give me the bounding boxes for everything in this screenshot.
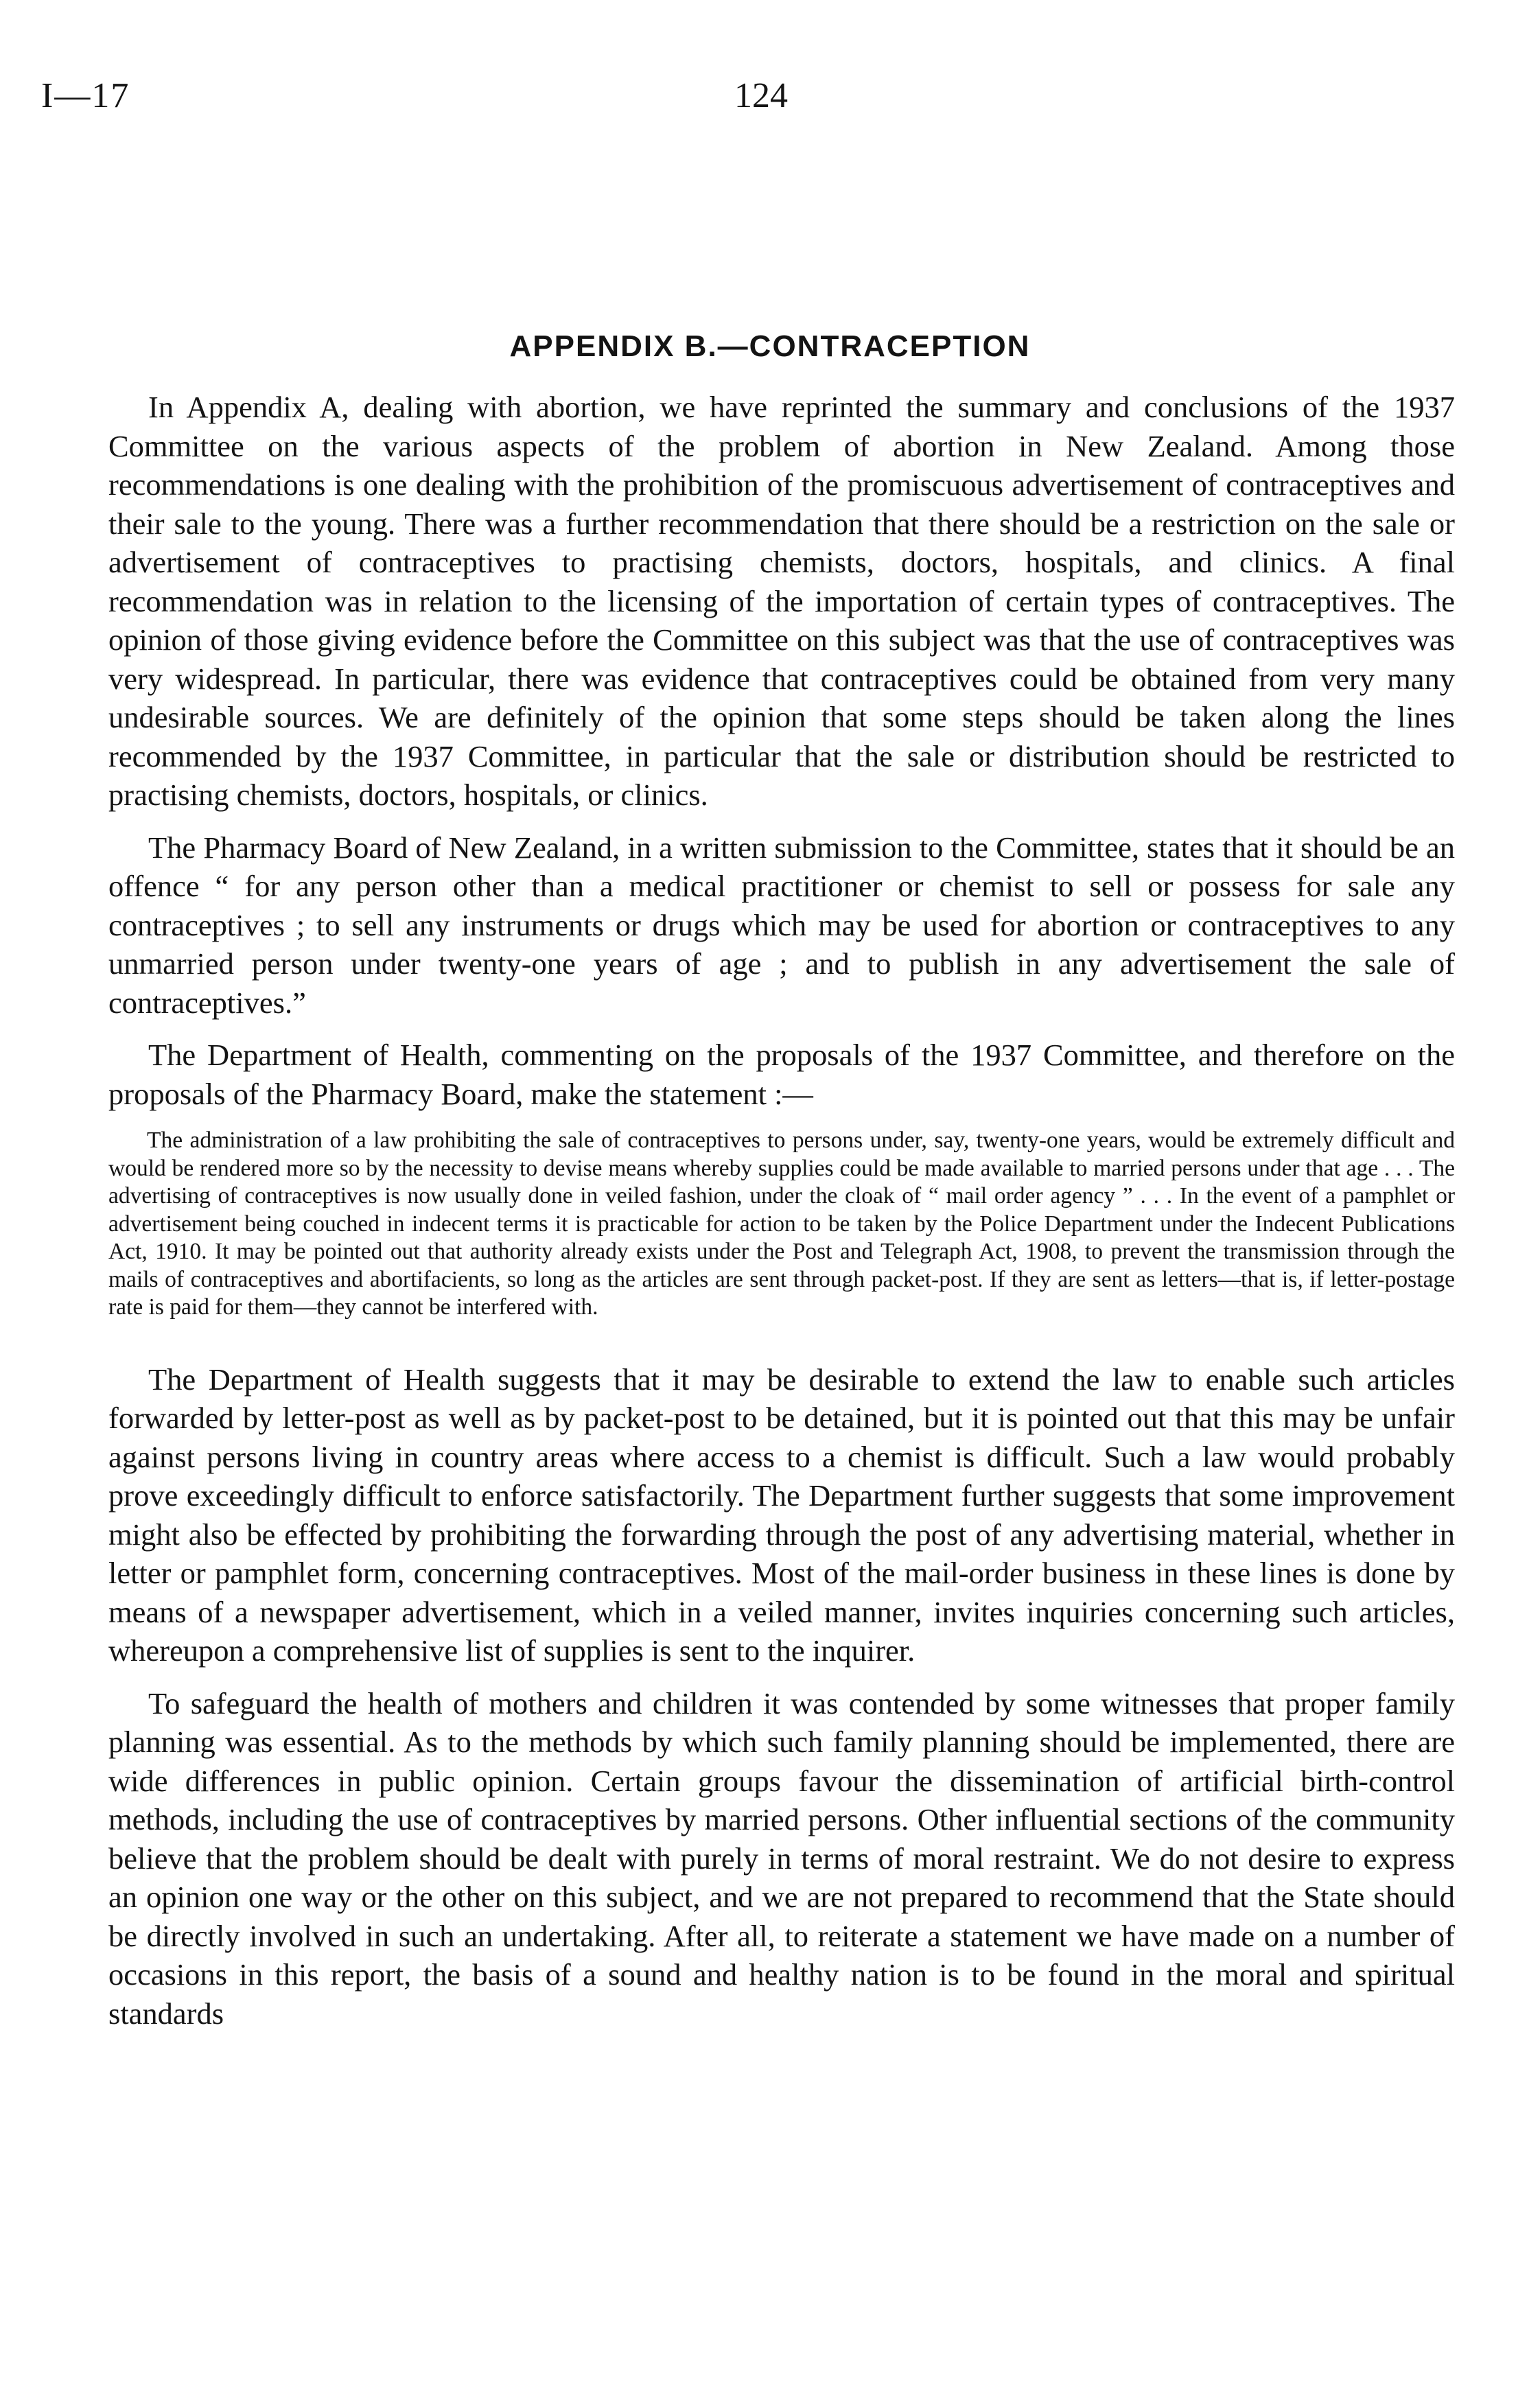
running-header [41,75,1496,130]
appendix-title: APPENDIX B.—CONTRACEPTION [509,329,1031,363]
paragraph-health-suggestions: The Department of Health suggests that it may be desirable to extend the law to enable such articles forwarded by letter-post as well as by packet-post to be detained, but it is pointed out that this may be unfair against persons living in country areas where access to a chemist is difficult. Such a law would probably prove exceedingly difficult to enforce satisfactorily. The Department further suggests that some improvement might also be effected by prohibiting the forwarding through the post of any advertising material, whether in letter or pamphlet form, concerning contraceptives. Most of the mail-order business in these lines is done by means of a newspaper advertisement, which in a veiled manner, invites inquiries concerning such articles, whereupon a comprehensive list of supplies is sent to the inquirer. [108,1362,1455,1668]
paragraph-appendix-a: In Appendix A, dealing with abortion, we have reprinted the summary and conclusions of the 1937 Committee on the various aspects of the problem of abortion in New Zealand. Among those recommendations is one dealing with the prohibition of the promiscuous advertisement of contraceptives and their sale to the young. There was a further recommendation that there should be a restriction on the sale or advertisement of contraceptives to practising chemists, doctors, hospitals, and clinics. A final recommendation was in relation to the licensing of the importation of certain types of contraceptives. The opinion of those giving evidence before the Committee on this subject was that the use of contraceptives was very widespread. In particular, there was evidence that contraceptives could be obtained from very many undesirable sources. We are definitely of the opinion that some steps should be taken along the lines recommended by the 1937 Committee, in particular that the sale or distribution should be restricted to practising chemists, doctors, hospitals, or clinics. [108,390,1455,812]
document-reference: I—17 [41,76,130,115]
paragraph-pharmacy-board: The Pharmacy Board of New Zealand, in a written submission to the Committee, states that it should be an offence “ for any person other than a medical practitioner or chemist to sell or possess for sale any contraceptives ; to sell any instruments or drugs which may be used for abortion or contraceptives to any unmarried person under twenty-one years of age ; and to publish in any advertisement the sale of contraceptives.” [108,830,1455,1020]
paragraph-department-of-health: The Department of Health, commenting on the proposals of the 1937 Committee, and therefore on the proposals of the Pharmacy Board, make the statement :— [108,1038,1455,1111]
block-quote-department-statement: The administration of a law prohibiting the sale of contraceptives to persons under, say, twenty-one years, would be extremely difficult and would be rendered more so by the necessity to devise means whereby supplies could be made available to married persons under that age . . . The advertising of contraceptives is now usually done in veiled fashion, under the cloak of “ mail order agency ” . . . In the event of a pamphlet or advertisement being couched in indecent terms it is practicable for action to be taken by the Police Department under the Indecent Publications Act, 1910. It may be pointed out that authority already exists under the Post and Telegraph Act, 1908, to prevent the transmission through the mails of contraceptives and abortifacients, so long as the articles are sent through packet-post. If they are sent as letters—that is, if letter-postage rate is paid for them—they cannot be interfered with. [108,1128,1455,1320]
paragraph-family-planning: To safeguard the health of mothers and children it was contended by some witnesses that proper family planning was essential. As to the methods by which such family planning should be implemented, there are wide differences in public opinion. Certain groups favour the dissemination of artificial birth-control methods, including the use of contraceptives by married persons. Other influential sections of the community believe that the problem should be dealt with purely in terms of moral restraint. We do not desire to express an opinion one way or the other on this subject, and we are not prepared to recommend that the State should be directly involved in such an undertaking. After all, to reiterate a statement we have made on a number of occasions in this report, the basis of a sound and healthy nation is to be found in the moral and spiritual standards [108,1685,1455,2031]
page-number: 124 [734,76,788,115]
body-text [108,388,1455,2046]
